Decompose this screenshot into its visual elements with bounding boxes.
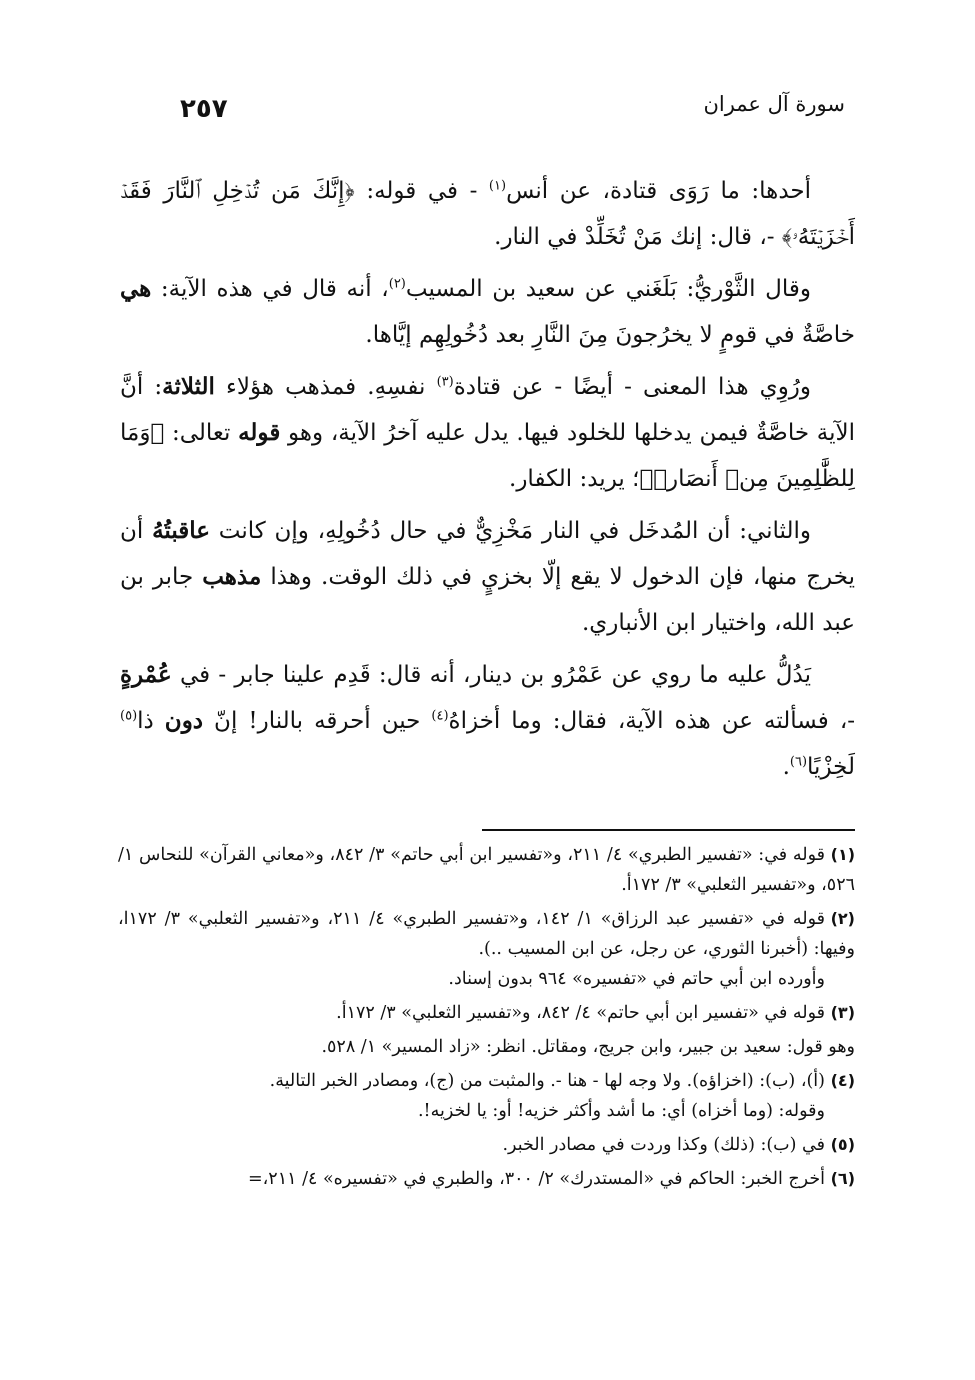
footnote-number: (٢) (830, 909, 855, 928)
footnote-text: في (ب): (ذلك) وكذا وردت في مصادر الخبر. (502, 1135, 825, 1155)
footnote-continuation: وقوله: (وما أخزاه) أي: ما أشد وأكثر خزيه! أو: يا لخزيه!. (417, 1101, 825, 1121)
text-run: - في قوله: (354, 178, 489, 204)
footnote-ref: (٤) (431, 708, 449, 724)
bold-word: الثلاثة (162, 373, 215, 400)
footnote-text: قوله في «تفسير عبد الرزاق» ١/ ١٤٢، و«تفسير الطبري» ٤/ ٢١١، و«تفسير الثعلبي» ٣/ ١٧٢ا، وفيها: (أخبرنا الثوري، عن رجل، عن ابن المسيب ..). (118, 909, 855, 959)
text-run: تعالى: (164, 420, 239, 446)
quran-verse: ﴿إِنَّكَ مَن تُدۡخِلِ ٱلنَّارَ فَقَدۡ أَخۡزَيۡتَهُۥ﴾ (120, 178, 855, 250)
text-run: ، أنه قال في هذه الآية: (151, 276, 389, 302)
text-run: ؛ يريد: الكفار. (509, 466, 640, 492)
footnote-number: (٣) (830, 1003, 855, 1022)
quran-verse: ﴿وَمَا لِلظَّٰلِمِينَ مِنۡ أَنصَارٖ﴾ (120, 420, 855, 492)
bold-word: دون (164, 707, 204, 734)
bold-word: مذهب (202, 563, 262, 590)
text-run: أن يخرج منها، فإن الدخول لا يقع إلّا بخزيٍ في ذلك الوقت. وهذا (120, 518, 855, 590)
text-run: ورُوِي هذا المعنى - أيضًا - عن قتادة (453, 374, 812, 400)
footnote-2 (118, 904, 855, 994)
paragraph-2 (120, 266, 855, 358)
bold-word: عُمْرةٍ (120, 661, 172, 688)
text-run: . (782, 754, 790, 780)
text-run: يَدُلُّ عليه ما روي عن عَمْرُو بن دينار، أنه قال: قَدِم علينا جابر - في (171, 662, 811, 688)
footnote-1 (118, 840, 855, 900)
footnote-text: (أ)، (ب): (اخزاؤه). ولا وجه لها - هنا -. والمثبت من (ج)، ومصادر الخبر التالية. (269, 1071, 825, 1091)
paragraph-4 (120, 508, 855, 646)
page-header (160, 92, 845, 142)
text-run: خاصَّةٌ في قومٍ لا يخرُجونَ مِنَ النَّارِ بعد دُخُولِهِم إيَّاها. (365, 322, 855, 348)
footnote-number: (٦) (830, 1169, 855, 1188)
page-number: ٢٥٧ (180, 94, 228, 124)
text-run: : أنَّ الآية خاصَّةٌ فيمن يدخلها للخلود فيها. يدل عليه آخرُ الآية، وهو (120, 374, 855, 446)
footnote-text: قوله في: «تفسير الطبري» ٤/ ٢١١، و«تفسير ابن أبي حاتم» ٣/ ٨٤٢، و«معاني القرآن» للنحاس ١/ ٥٢٦، و«تفسير الثعلبي» ٣/ ١٧٢أ. (118, 845, 855, 895)
text-run: حين أحرقه بالنار! إنّ (203, 708, 432, 734)
text-run: وقال الثَّوْريُّ: بَلَغَني عن سعيد بن المسيب (405, 276, 812, 302)
footnote-5 (118, 1130, 855, 1160)
footnote-separator (482, 829, 855, 831)
footnote-ref: (١) (488, 178, 507, 194)
paragraph-3 (120, 364, 855, 502)
bold-word: هي (120, 275, 152, 302)
footnote-ref: (٥) (120, 708, 138, 724)
footnote-ref: (٦) (789, 754, 808, 770)
text-run: جابر بن عبد الله، واختيار ابن الأنباري. (120, 564, 855, 636)
text-run: أحدها: ما رَوَى قتادة، عن أنس (506, 178, 811, 204)
paragraph-5 (120, 652, 855, 790)
paragraph-1 (120, 168, 855, 260)
text-run: ذا (137, 708, 165, 734)
footnote-number: (١) (830, 845, 856, 864)
bold-word: عاقبتُهُ (152, 517, 211, 544)
footnote-3-note: وهو قول: سعيد بن جبير، وابن جريج، ومقاتل. انظر: «زاد المسير» ١/ ٥٢٨. (321, 1037, 855, 1057)
footnote-number: (٥) (830, 1135, 855, 1154)
text-run: -، فسألته عن هذه الآية، فقال: وما أخزاهُ (448, 708, 856, 734)
footnotes (118, 840, 855, 1198)
footnote-ref: (٣) (436, 374, 454, 390)
footnote-ref: (٢) (388, 276, 406, 292)
text-run: -، قال: إنك مَنْ تُخَلِّدْ في النار. (494, 224, 782, 250)
surah-title: سورة آل عمران (703, 92, 845, 116)
footnote-continuation: وأورده ابن أبي حاتم في «تفسيره» ٩٦٤ بدون إسناد. (448, 969, 825, 989)
footnote-number: (٤) (830, 1071, 855, 1090)
text-run: لَخِزْيًا (807, 754, 855, 780)
footnote-text: أخرج الخبر: الحاكم في «المستدرك» ٢/ ٣٠٠، والطبري في «تفسيره» ٤/ ٢١١،= (247, 1169, 825, 1189)
footnote-3 (118, 998, 855, 1028)
footnote-4 (118, 1066, 855, 1126)
text-run: والثاني: أن المُدخَل في النار مَخْزِيٌّ في حال دُخُولِهِ، وإن كانت (210, 518, 811, 544)
text-run: نفسِهِ. فمذهب هؤلاء (214, 374, 437, 400)
bold-word: قوله (238, 419, 281, 446)
main-text (120, 168, 855, 796)
footnote-text: قوله في «تفسير ابن أبي حاتم» ٤/ ٨٤٢، و«تفسير الثعلبي» ٣/ ١٧٢أ. (336, 1003, 825, 1023)
footnote-6 (118, 1164, 855, 1194)
